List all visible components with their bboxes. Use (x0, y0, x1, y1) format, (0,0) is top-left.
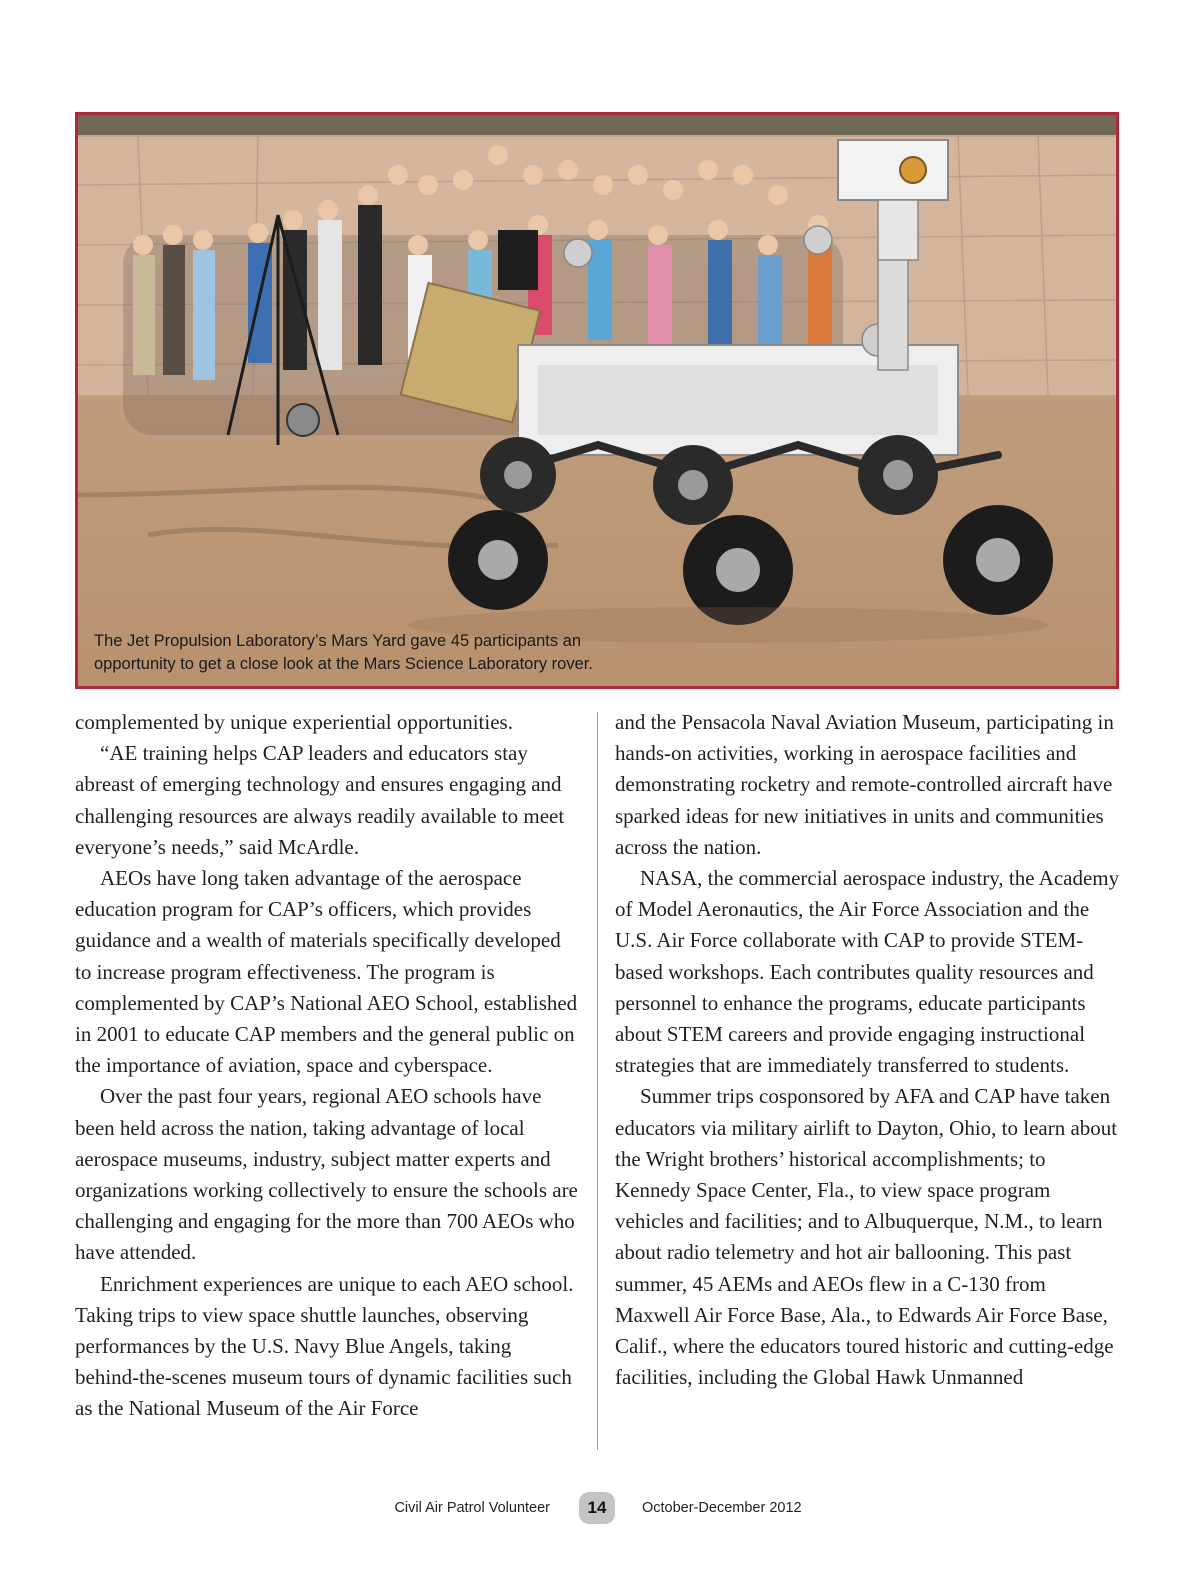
article-column-right (615, 707, 1120, 1393)
paragraph: Over the past four years, regional AEO schools have been held across the nation, taking advantage of local aerospace museums, industry, subject matter experts and organizations working collectively to ensure the schools are challenging and engaging for the more than 700 AEOs who have attended. (75, 1084, 578, 1265)
footer-issue: October-December 2012 (642, 1500, 802, 1516)
paragraph: Enrichment experiences are unique to each AEO school. Taking trips to view space shuttle launches, observing performances by the U.S. Navy Blue Angels, taking behind-the-scenes museum tours of dynamic facilities such as the National Museum of the Air Force (75, 1271, 574, 1421)
photo-caption: The Jet Propulsion Laboratory’s Mars Yard gave 45 participants an opportunity to get a close look at the Mars Science Laboratory rover. (94, 632, 593, 673)
footer-publication: Civil Air Patrol Volunteer (394, 1500, 550, 1516)
paragraph: “AE training helps CAP leaders and educators stay abreast of emerging technology and ensures engaging and challenging resources are always readily available to meet everyone’s needs,” said McArdle. (75, 741, 565, 859)
article-column-left (75, 707, 580, 1425)
paragraph: AEOs have long taken advantage of the aerospace education program for CAP’s officers, which provides guidance and a wealth of materials specifically developed to increase program effectiveness. The program is complemented by CAP’s National AEO School, established in 2001 to educate CAP members and the general public on the importance of aviation, space and cyberspace. (75, 866, 578, 1078)
page-number: 14 (579, 1492, 615, 1524)
column-divider (597, 712, 598, 1450)
paragraph: NASA, the commercial aerospace industry, the Academy of Model Aeronautics, the Air Force Association and the U.S. Air Force collaborate with CAP to provide STEM-based workshops. Each contributes quality resources and personnel to enhance the programs, educate participants about STEM careers and provide engaging instructional strategies that are immediately transferred to students. (615, 866, 1120, 1078)
paragraph: Summer trips cosponsored by AFA and CAP have taken educators via military airlift to Dayton, Ohio, to learn about the Wright brothers’ historical accomplishments; to Kennedy Space Center, Fla., to view space program vehicles and facilities; and to Albuquerque, N.M., to learn about radio telemetry and hot air ballooning. This past summer, 45 AEMs and AEOs flew in a C-130 from Maxwell Air Force Base, Ala., to Edwards Air Force Base, Calif., where the educators toured historic and cutting-edge facilities, including the Global Hawk Unmanned (615, 1084, 1118, 1390)
paragraph: complemented by unique experiential opportunities. (75, 710, 513, 734)
mars-yard-rover-photo (78, 115, 1116, 686)
paragraph: and the Pensacola Naval Aviation Museum, participating in hands-on activities, working in aerospace facilities and demonstrating rocketry and remote-controlled aircraft have sparked ideas for new initiatives in units and communities across the nation. (615, 710, 1114, 859)
article-photo (75, 112, 1119, 689)
